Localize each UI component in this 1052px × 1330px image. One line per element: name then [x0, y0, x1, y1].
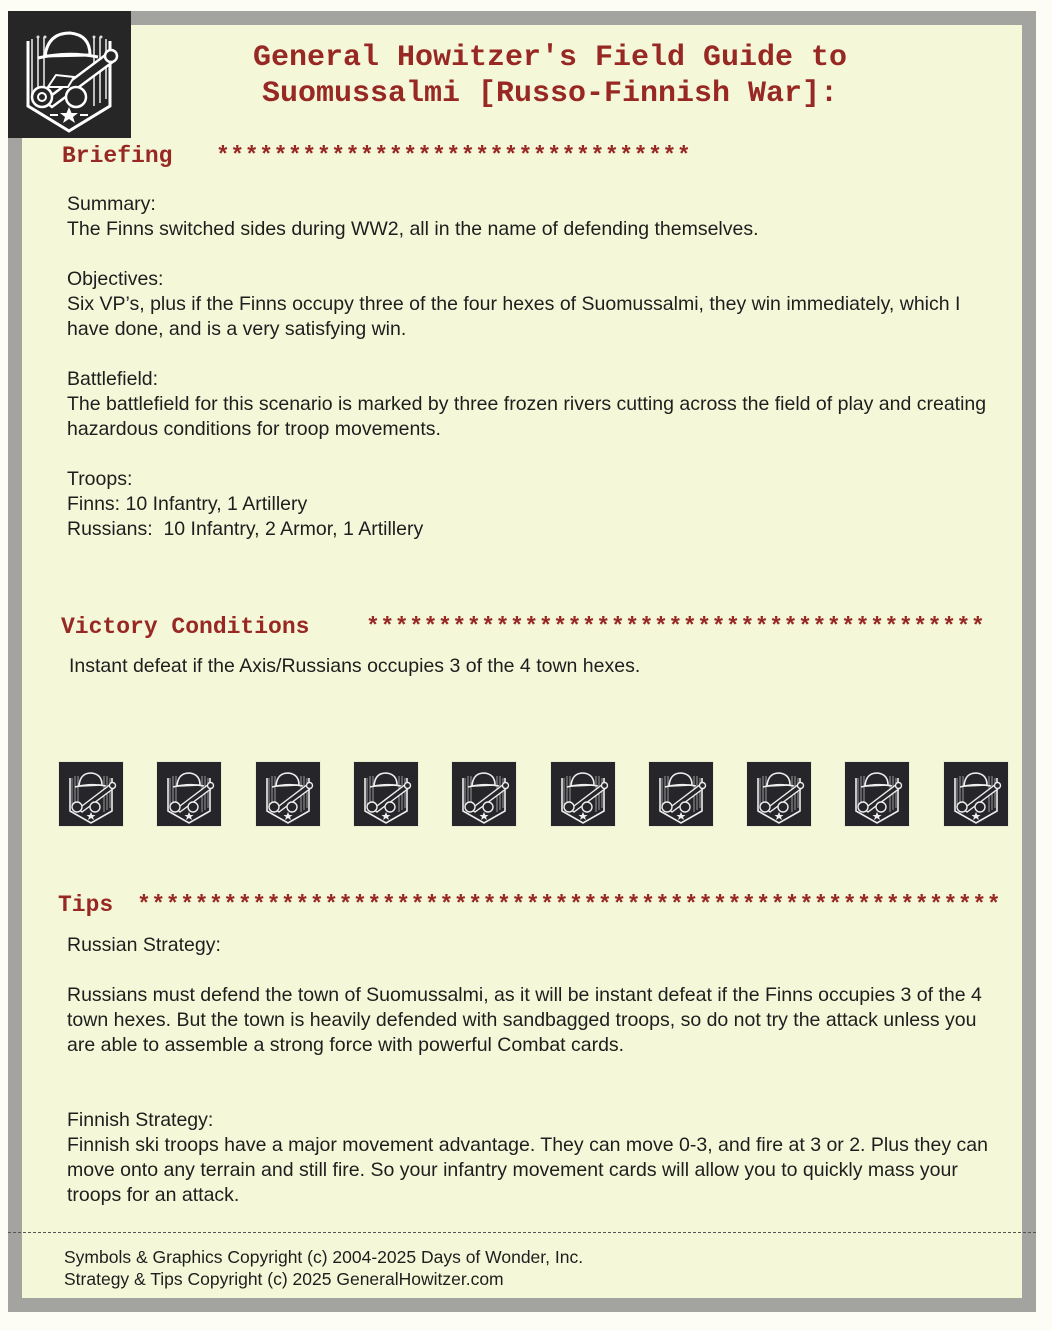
victory-text: Instant defeat if the Axis/Russians occupies 3 of the 4 town hexes. — [69, 655, 641, 677]
victory-heading: Victory Conditions — [61, 614, 310, 640]
summary-text: The Finns switched sides during WW2, all in the name of defending themselves. — [67, 218, 759, 240]
frame-top-border — [8, 11, 1036, 25]
howitzer-helmet-badge-icon — [551, 762, 615, 826]
briefing-stars-divider: ********************************* — [216, 143, 692, 169]
russian-strategy-label: Russian Strategy: — [67, 934, 221, 956]
frame-left-border — [8, 11, 22, 1312]
briefing-heading: Briefing — [62, 143, 173, 169]
summary-label: Summary: — [67, 193, 156, 215]
frame-bottom-border — [8, 1298, 1036, 1312]
objectives-label: Objectives: — [67, 268, 164, 290]
tips-heading: Tips — [58, 892, 114, 918]
howitzer-helmet-badge-icon — [452, 762, 516, 826]
howitzer-helmet-badge-icon — [649, 762, 713, 826]
troops-label: Troops: — [67, 468, 133, 490]
troops-finns: Finns: 10 Infantry, 1 Artillery — [67, 493, 308, 515]
russian-strategy-text: Russians must defend the town of Suomussalmi, as it will be instant defeat if the Finns occupies 3 of the 4 town hexes. But the town is heavily defended with sandbagged troops, so do not try the attack unless you are able to assemble a strong force with powerful Combat cards. — [67, 984, 982, 1056]
howitzer-helmet-badge-icon — [8, 11, 131, 138]
howitzer-helmet-badge-icon — [747, 762, 811, 826]
tips-stars-divider: ************************************************************ — [137, 892, 1002, 918]
objectives-text: Six VP’s, plus if the Finns occupy three of the four hexes of Suomussalmi, they win immediately, which I have done, and is a very satisfying win. — [67, 293, 961, 340]
footer-copyright-graphics: Symbols & Graphics Copyright (c) 2004-2025 Days of Wonder, Inc. — [64, 1247, 584, 1267]
tips-section — [67, 933, 1007, 1208]
howitzer-helmet-badge-icon — [157, 762, 221, 826]
briefing-section — [67, 192, 1007, 542]
howitzer-helmet-badge-icon — [944, 762, 1008, 826]
footer-copyright-tips: Strategy & Tips Copyright (c) 2025 GeneralHowitzer.com — [64, 1269, 504, 1289]
howitzer-helmet-badge-icon — [59, 762, 123, 826]
finnish-strategy-label: Finnish Strategy: — [67, 1109, 214, 1131]
howitzer-helmet-badge-icon — [256, 762, 320, 826]
battlefield-label: Battlefield: — [67, 368, 159, 390]
finnish-strategy-text: Finnish ski troops have a major movement advantage. They can move 0-3, and fire at 3 or 2. Plus they can move onto any terrain and still fire. So your infantry movement cards will allow you to quickly mass your troops for an attack. — [67, 1134, 988, 1206]
title-line-1: General Howitzer's Field Guide to — [252, 41, 848, 75]
page-title — [140, 40, 960, 112]
footer-divider — [8, 1232, 1036, 1233]
victory-stars-divider: ******************************************* — [366, 614, 986, 640]
frame-right-border — [1022, 11, 1036, 1312]
howitzer-helmet-badge-icon — [845, 762, 909, 826]
unit-icon-row — [59, 762, 1014, 826]
battlefield-text: The battlefield for this scenario is marked by three frozen rivers cutting across the field of play and creating hazardous conditions for troop movements. — [67, 393, 987, 440]
howitzer-helmet-badge-icon — [354, 762, 418, 826]
footer — [64, 1246, 583, 1290]
troops-russians: Russians: 10 Infantry, 2 Armor, 1 Artillery — [67, 518, 424, 540]
title-line-2: Suomussalmi [Russo-Finnish War]: — [261, 77, 839, 111]
